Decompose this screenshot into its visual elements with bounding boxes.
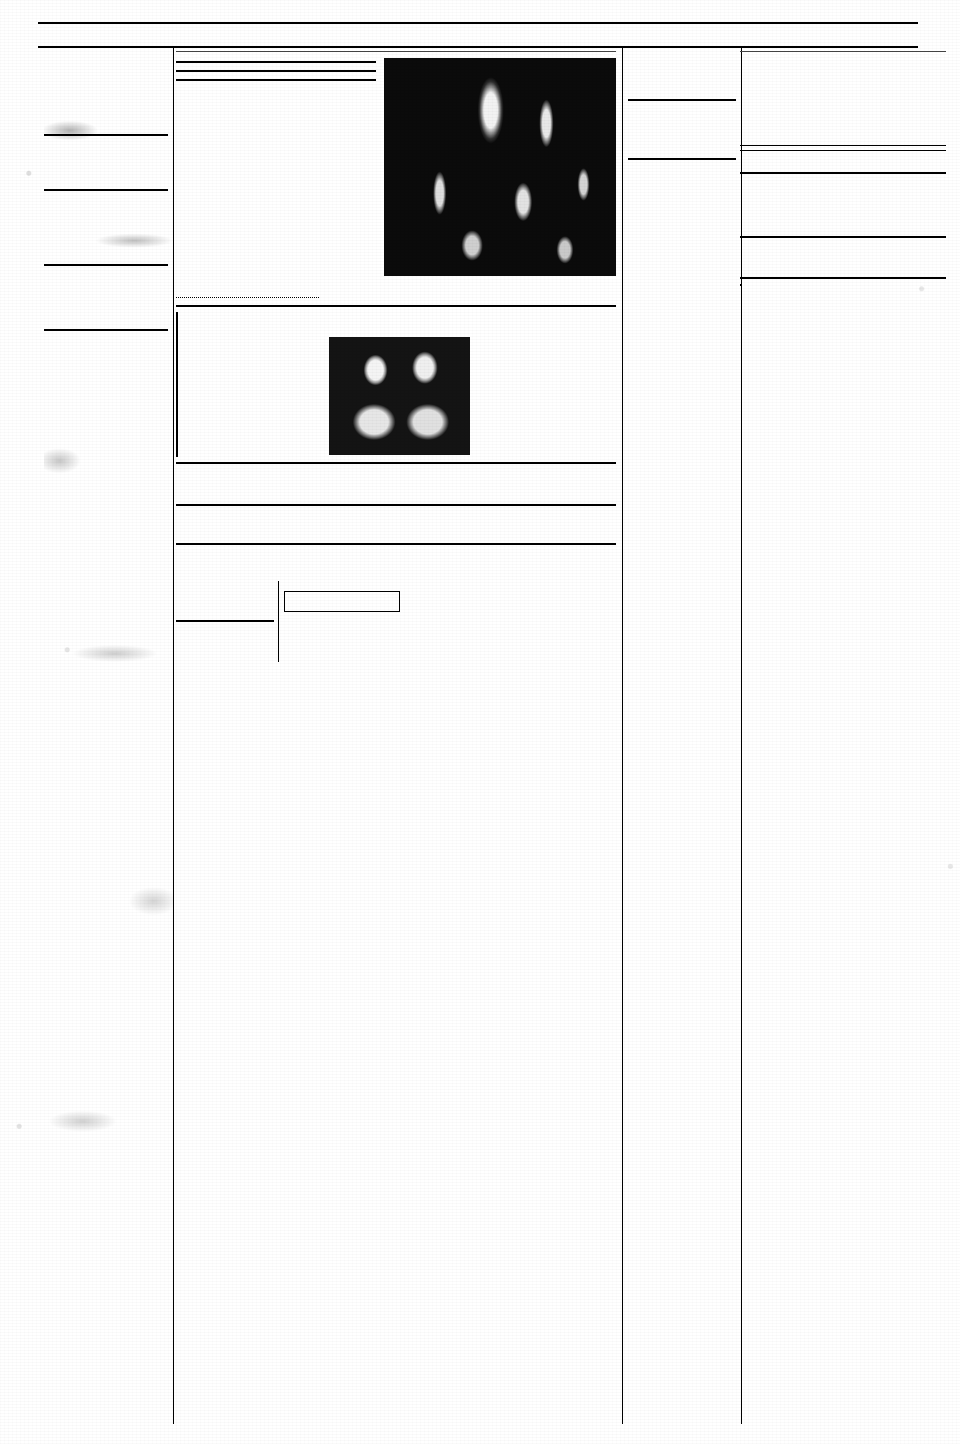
article-sadat-headline <box>176 511 616 532</box>
article-makarios <box>44 48 168 129</box>
divider <box>740 236 946 238</box>
masthead <box>38 22 918 48</box>
column-four <box>622 48 742 1424</box>
divider <box>44 189 168 191</box>
article-pasok-headline <box>176 550 616 577</box>
article-prosecutor <box>628 165 736 202</box>
article-shooting <box>44 196 168 259</box>
divider <box>176 51 616 52</box>
article-italy <box>176 51 616 299</box>
article-ministry <box>628 106 736 154</box>
headline-line <box>176 72 376 81</box>
divider <box>44 134 168 136</box>
article-pasok <box>176 550 616 662</box>
photo-spain-women <box>329 337 470 455</box>
divider <box>740 51 946 52</box>
article-nato <box>176 469 616 498</box>
newspaper-page <box>8 8 952 1436</box>
article-strike-headline <box>44 271 168 317</box>
divider <box>176 543 616 545</box>
article-turkey-headline <box>740 56 946 139</box>
article-ahepa-kicker <box>628 48 736 84</box>
article-prison-headline <box>176 627 274 658</box>
article-persia <box>740 243 946 272</box>
divider <box>176 305 616 307</box>
article-captain-death <box>44 141 168 184</box>
crossword-section <box>740 284 946 290</box>
divider <box>740 277 946 279</box>
article-crash-headline <box>176 581 274 612</box>
divider <box>628 99 736 101</box>
column-main <box>176 48 616 1424</box>
crossword-grid[interactable] <box>740 284 742 286</box>
article-burglary <box>44 336 168 357</box>
photo-italy-celebration <box>384 58 616 276</box>
divider <box>176 504 616 506</box>
article-persia-headline <box>740 243 946 266</box>
article-church <box>740 179 946 231</box>
article-strike <box>44 271 168 325</box>
article-nato-headline <box>176 469 616 490</box>
divider <box>44 264 168 266</box>
headline-line <box>176 63 376 72</box>
article-burglary-headline <box>44 336 168 351</box>
results-table <box>176 296 319 298</box>
article-ministry-headline <box>628 106 736 144</box>
column-right <box>736 48 946 1424</box>
divider <box>628 158 736 160</box>
divider <box>176 620 274 622</box>
article-church-headline <box>740 179 946 225</box>
article-shooting-headline <box>44 196 168 251</box>
article-captain-death-headline <box>44 141 168 178</box>
divider <box>740 172 946 174</box>
divider <box>44 329 168 331</box>
boxed-pilots <box>284 591 400 612</box>
article-ahepa <box>628 48 736 94</box>
column-left <box>44 48 174 1424</box>
article-sadat <box>176 511 616 538</box>
divider <box>176 462 616 464</box>
article-turkey <box>740 51 946 167</box>
article-turkey-subhead <box>740 145 946 151</box>
article-prosecutor-headline <box>628 165 736 190</box>
article-spain-headline <box>183 312 616 333</box>
article-spain <box>176 312 616 457</box>
article-makarios-headline <box>44 48 168 121</box>
